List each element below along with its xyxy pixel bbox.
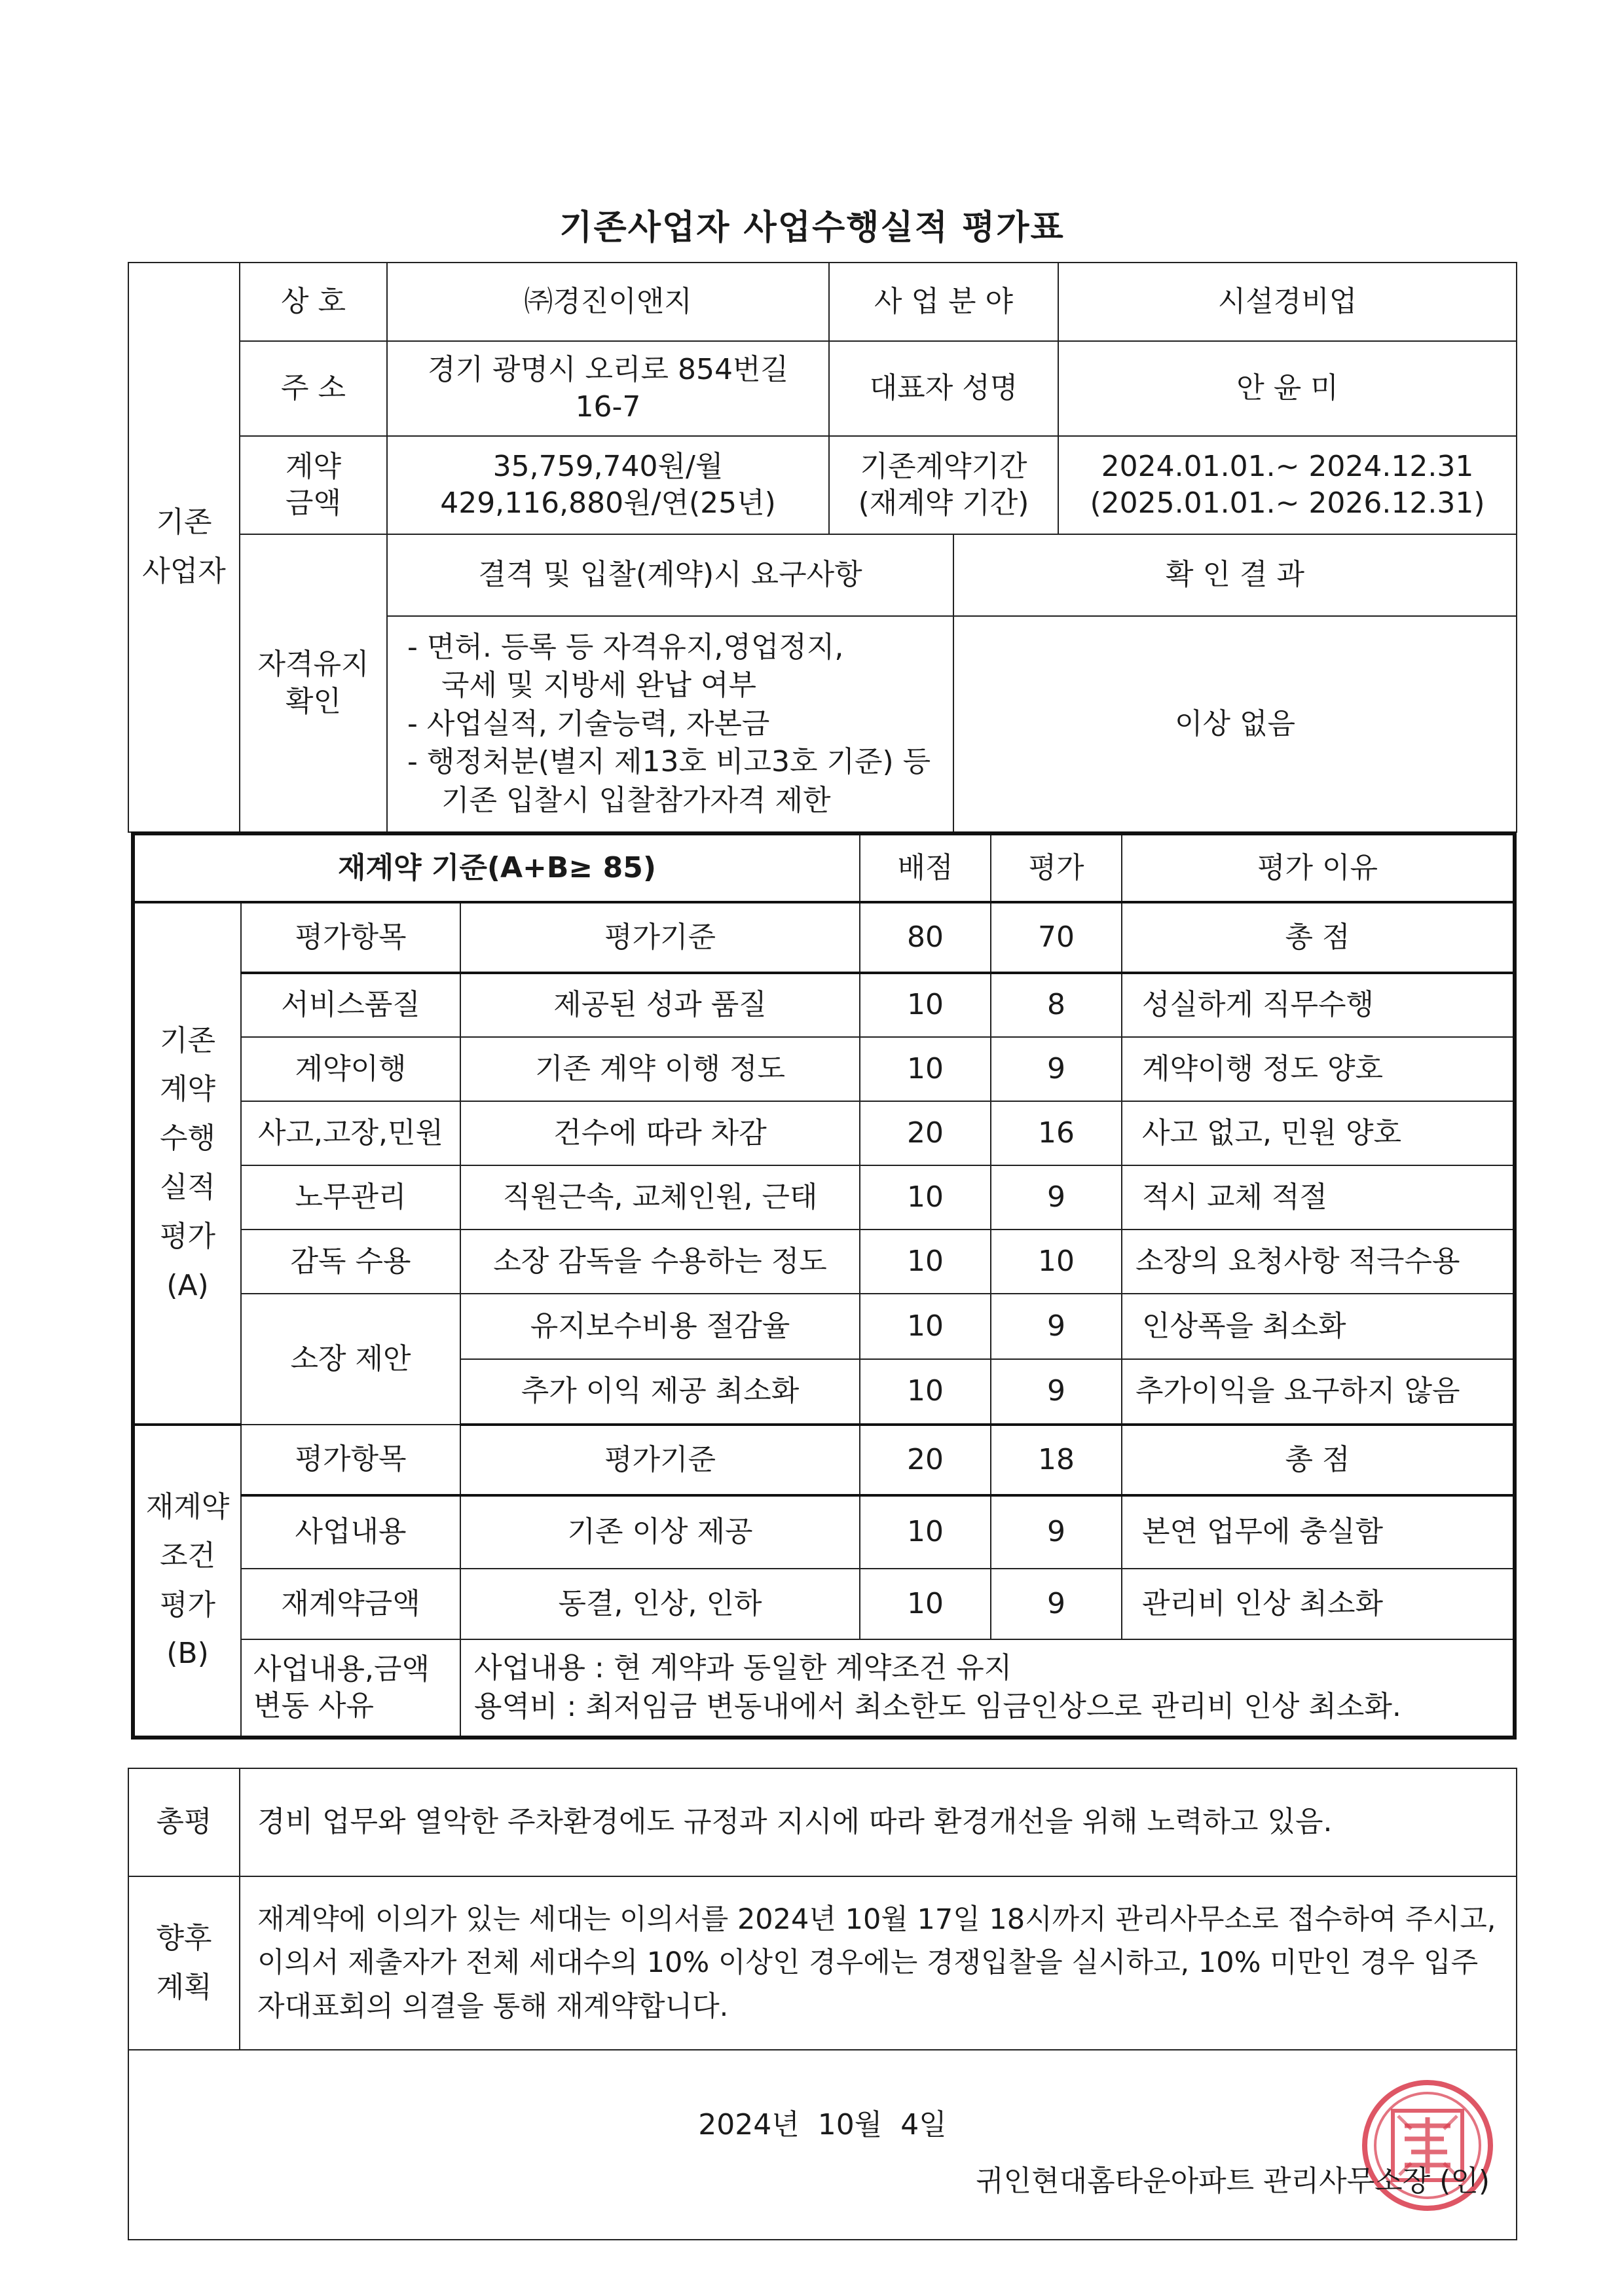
eval-score: 16: [991, 1101, 1122, 1165]
requirement-item: - 사업실적, 기술능력, 자본금: [407, 706, 770, 740]
eval-score: 9: [991, 1165, 1122, 1230]
table-row: [133, 1230, 1515, 1294]
eval-standard: 기존 이상 제공: [460, 1495, 860, 1569]
eval-item: 소장 제안: [241, 1294, 460, 1425]
section-b-points: 20: [860, 1425, 991, 1495]
eval-standard: 직원근속, 교체인원, 근태: [460, 1165, 860, 1230]
eval-score: 9: [991, 1294, 1122, 1359]
eval-item: 계약이행: [241, 1037, 460, 1101]
section-b-total-label: 총 점: [1122, 1425, 1515, 1495]
section-label-contractor: [128, 263, 240, 832]
eval-item: 재계약금액: [241, 1569, 460, 1639]
plan-text: 재계약에 이의가 있는 세대는 이의서를 2024년 10월 17일 18시까지 관리사무소로 접수하여 주시고, 이의서 제출자가 전체 세대수의 10% 이상인 경우에는 경쟁입찰을 실시하고, 10% 미만인 경우 입주자대표회의 의결을 통해 재계약합니다.: [240, 1876, 1517, 2050]
eval-reason: 본연 업무에 충실함: [1122, 1495, 1515, 1569]
section-a-label: [133, 902, 241, 1425]
requirement-item: - 행정처분(별지 제13호 비고3호 기준) 등: [407, 745, 931, 779]
standard-header: 평가기준: [460, 1425, 860, 1495]
contract-amount: 35,759,740원/월 429,116,880원/연(25년): [387, 436, 829, 534]
eval-standard: 건수에 따라 차감: [460, 1101, 860, 1165]
qualification-label: 자격유지 확인: [240, 534, 387, 832]
eval-points: 10: [860, 1359, 991, 1425]
contractor-info-table: [128, 262, 1517, 833]
field-label: 사 업 분 야: [829, 263, 1058, 341]
summary-text: 경비 업무와 열악한 주차환경에도 규정과 지시에 따라 환경개선을 위해 노력하고 있음.: [240, 1768, 1517, 1876]
section-b-label-text: 재계약 조건 평가 (B): [145, 1489, 230, 1671]
page-title: 기존사업자 사업수행실적 평가표: [559, 208, 1065, 247]
plan-label-text: 향후 계획: [156, 1921, 212, 2004]
period-label: 기존계약기간 (재계약 기간): [829, 436, 1058, 534]
requirements-list: [387, 616, 953, 832]
eval-reason: 계약이행 정도 양호: [1122, 1037, 1515, 1101]
company-name: ㈜경진이앤지: [387, 263, 829, 341]
change-line: 사업내용 : 현 계약과 동일한 계약조건 유지: [474, 1651, 1012, 1685]
signature-area: [128, 2050, 1517, 2240]
eval-standard: 기존 계약 이행 정도: [460, 1037, 860, 1101]
eval-reason: 성실하게 직무수행: [1122, 973, 1515, 1037]
eval-points: 20: [860, 1101, 991, 1165]
table-row: [133, 1569, 1515, 1639]
reason-header: 평가 이유: [1122, 833, 1515, 902]
eval-standard: 제공된 성과 품질: [460, 973, 860, 1037]
eval-score: 9: [991, 1495, 1122, 1569]
eval-item: 감독 수용: [241, 1230, 460, 1294]
change-line: 용역비 : 최저임금 변동내에서 최소한도 임금인상으로 관리비 인상 최소화.: [474, 1690, 1401, 1723]
table-row: [133, 1495, 1515, 1569]
name-label: 상 호: [240, 263, 387, 341]
eval-points: 10: [860, 1037, 991, 1101]
eval-item: 사고,고장,민원: [241, 1101, 460, 1165]
standard-header: 평가기준: [460, 902, 860, 973]
points-header: 배점: [860, 833, 991, 902]
eval-score: 8: [991, 973, 1122, 1037]
requirement-item: 국세 및 지방세 완납 여부: [441, 668, 756, 702]
requirement-item: 기존 입찰시 입찰참가자격 제한: [441, 783, 831, 817]
eval-standard: 소장 감독을 수용하는 정도: [460, 1230, 860, 1294]
address-label: 주 소: [240, 341, 387, 436]
eval-reason: 인상폭을 최소화: [1122, 1294, 1515, 1359]
table-row: [133, 1294, 1515, 1359]
item-header: 평가항목: [241, 1425, 460, 1495]
eval-points: 10: [860, 1569, 991, 1639]
change-label: 사업내용,금액 변동 사유: [241, 1639, 460, 1738]
eval-score: 9: [991, 1569, 1122, 1639]
criteria-header: 재계약 기준(A+B≥ 85): [133, 833, 860, 902]
eval-reason: 추가이익을 요구하지 않음: [1122, 1359, 1515, 1425]
table-row: [133, 1037, 1515, 1101]
document-date: 2024년 10월 4일: [698, 2108, 947, 2141]
requirement-item: - 면허. 등록 등 자격유지,영업정지,: [407, 630, 844, 664]
eval-score: 10: [991, 1230, 1122, 1294]
section-b-score: 18: [991, 1425, 1122, 1495]
eval-reason: 사고 없고, 민원 양호: [1122, 1101, 1515, 1165]
change-reason: [460, 1639, 1515, 1738]
eval-score: 9: [991, 1037, 1122, 1101]
evaluation-table: [131, 831, 1517, 1740]
amount-label: 계약 금액: [240, 436, 387, 534]
eval-score: 9: [991, 1359, 1122, 1425]
summary-table: [128, 1768, 1517, 2240]
eval-points: 10: [860, 1230, 991, 1294]
eval-points: 10: [860, 1495, 991, 1569]
rep-label: 대표자 성명: [829, 341, 1058, 436]
eval-standard: 유지보수비용 절감율: [460, 1294, 860, 1359]
eval-reason: 소장의 요청사항 적극수용: [1122, 1230, 1515, 1294]
contract-period: 2024.01.01.~ 2024.12.31 (2025.01.01.~ 2026.12.31): [1058, 436, 1517, 534]
eval-reason: 적시 교체 적절: [1122, 1165, 1515, 1230]
section-a-score: 70: [991, 902, 1122, 973]
score-header: 평가: [991, 833, 1122, 902]
office-signature: 귀인현대홈타운아파트 관리사무소장 (인): [976, 2164, 1490, 2198]
section-a-label-text: 기존 계약 수행 실적 평가 (A): [159, 1023, 215, 1302]
section-a-points: 80: [860, 902, 991, 973]
eval-item: 사업내용: [241, 1495, 460, 1569]
section-a-total-label: 총 점: [1122, 902, 1515, 973]
business-field: 시설경비업: [1058, 263, 1517, 341]
table-row: [133, 973, 1515, 1037]
rep-name: 안 윤 미: [1058, 341, 1517, 436]
requirements-header: 결격 및 입찰(계약)시 요구사항: [387, 534, 953, 616]
item-header: 평가항목: [241, 902, 460, 973]
section-label-text: 기존 사업자: [142, 505, 226, 588]
eval-points: 10: [860, 1294, 991, 1359]
summary-label: 총평: [128, 1768, 240, 1876]
eval-standard: 추가 이익 제공 최소화: [460, 1359, 860, 1425]
eval-standard: 동결, 인상, 인하: [460, 1569, 860, 1639]
eval-item: 노무관리: [241, 1165, 460, 1230]
eval-item: 서비스품질: [241, 973, 460, 1037]
section-b-label: [133, 1425, 241, 1738]
company-address: 경기 광명시 오리로 854번길 16-7: [387, 341, 829, 436]
table-row: [133, 1165, 1515, 1230]
table-row: [133, 1101, 1515, 1165]
check-result: 이상 없음: [953, 616, 1517, 832]
plan-label: [128, 1876, 240, 2050]
eval-points: 10: [860, 1165, 991, 1230]
result-header: 확 인 결 과: [953, 534, 1517, 616]
eval-points: 10: [860, 973, 991, 1037]
eval-reason: 관리비 인상 최소화: [1122, 1569, 1515, 1639]
